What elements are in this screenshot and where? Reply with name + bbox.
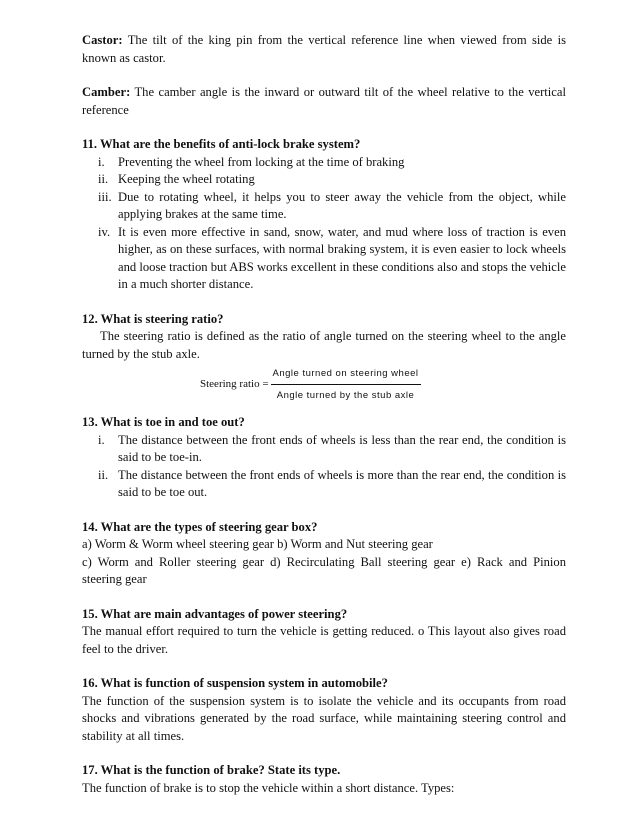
list-item: [82, 189, 566, 224]
steering-ratio-formula: [200, 365, 566, 404]
question-12-title: 12. What is steering ratio?: [82, 311, 224, 326]
list-item-number: ii.: [98, 467, 109, 482]
question-11: [82, 136, 566, 294]
question-14-line-1: a) Worm & Worm wheel steering gear b) Worm and Nut steering gear: [82, 537, 433, 551]
question-17: [82, 762, 566, 797]
question-13-list: [82, 432, 566, 502]
question-11-list: [82, 154, 566, 294]
castor-term: Castor:: [82, 33, 123, 47]
question-13: [82, 414, 566, 502]
list-item: [82, 432, 566, 467]
question-16-answer: The function of the suspension system is to isolate the vehicle and its occupants from road shocks and vibrations generated by the road surface, while maintaining steering control and stability at all times.: [82, 693, 566, 743]
formula-lhs: Steering ratio =: [200, 377, 269, 390]
list-item-number: i.: [98, 432, 105, 447]
list-item-text: Keeping the wheel rotating: [118, 172, 255, 186]
camber-text: The camber angle is the inward or outward tilt of the wheel relative to the vertical reference: [82, 85, 566, 117]
question-16: [82, 675, 566, 745]
list-item-text: The distance between the front ends of wheels is more than the rear end, the condition is said to be toe out.: [118, 467, 566, 499]
camber-term: Camber:: [82, 85, 131, 99]
list-item-number: i.: [98, 154, 105, 169]
document-page: [82, 32, 566, 814]
question-17-answer: The function of brake is to stop the vehicle within a short distance. Types:: [82, 780, 455, 795]
question-11-title: 11. What are the benefits of anti-lock brake system?: [82, 137, 361, 151]
camber-paragraph: [82, 84, 566, 119]
question-14: [82, 519, 566, 589]
question-17-title: 17. What is the function of brake? State its type.: [82, 763, 341, 777]
question-16-title: 16. What is function of suspension system in automobile?: [82, 676, 388, 690]
camber-definition: [82, 84, 566, 119]
list-item: [82, 224, 566, 294]
list-item-number: iii.: [98, 189, 112, 204]
question-14-line-2: c) Worm and Roller steering gear d) Recirculating Ball steering gear e) Rack and Pinion steering gear: [82, 554, 566, 586]
question-14-title: 14. What are the types of steering gear box?: [82, 519, 318, 534]
list-item-text: Preventing the wheel from locking at the time of braking: [118, 154, 405, 169]
castor-definition: [82, 32, 566, 67]
list-item-text: The distance between the front ends of wheels is less than the rear end, the condition is said to be toe-in.: [118, 432, 566, 464]
question-15-answer: The manual effort required to turn the vehicle is getting reduced. o This layout also gives road feel to the driver.: [82, 624, 566, 656]
castor-text: The tilt of the king pin from the vertical reference line when viewed from side is known as castor.: [82, 33, 566, 65]
question-15-title: 15. What are main advantages of power steering?: [82, 606, 348, 621]
castor-paragraph: [82, 32, 566, 67]
list-item-number: ii.: [98, 172, 109, 186]
list-item-number: iv.: [98, 224, 111, 239]
question-15: [82, 606, 566, 659]
list-item: [82, 171, 566, 189]
list-item-text: It is even more effective in sand, snow, water, and mud where loss of traction is even higher, as on these surfaces, with normal braking system, it is even easier to lock wheels and loose traction but ABS works excellent in these conditions also and stops the vehicle in a much shorter distance.: [118, 224, 566, 291]
formula-denominator: Angle turned by the stub axle: [276, 389, 415, 401]
list-item: [82, 467, 566, 502]
list-item: [82, 154, 566, 172]
formula-numerator: Angle turned on steering wheel: [271, 365, 421, 385]
list-item-text: Due to rotating wheel, it helps you to steer away the vehicle from the object, while applying brakes at the same time.: [118, 189, 566, 221]
question-13-title: 13. What is toe in and toe out?: [82, 415, 245, 429]
question-12-answer: The steering ratio is defined as the ratio of angle turned on the steering wheel to the angle turned by the stub axle.: [82, 329, 566, 361]
question-12: [82, 311, 566, 405]
formula-fraction: [271, 365, 421, 404]
